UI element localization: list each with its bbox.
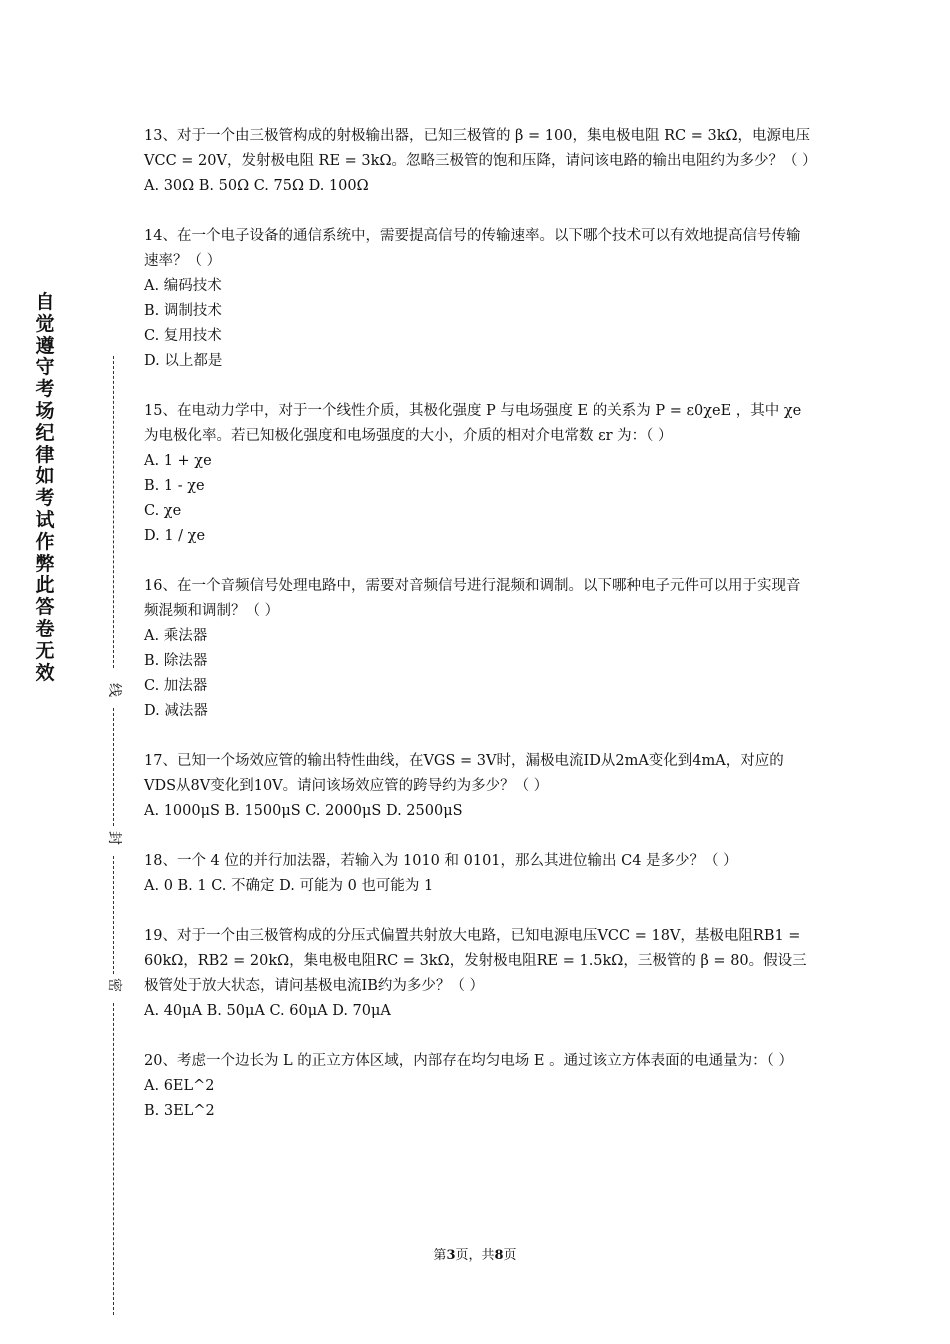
exam-discipline-notice: 自觉遵守考场纪律如考试作弊此答卷无效 — [35, 291, 55, 684]
footer-prefix: 第 — [433, 1248, 447, 1263]
question-20 — [144, 1049, 810, 1124]
seal-mark-secret: 密 — [106, 978, 122, 992]
question-options: A. 30Ω B. 50Ω C. 75Ω D. 100Ω — [144, 178, 369, 194]
option-a: A. 1 + χe — [144, 453, 212, 469]
question-stem: 13、对于一个由三极管构成的射极输出器，已知三极管的 β = 100，集电极电阻 RC = 3kΩ，电源电压 VCC = 20V，发射极电阻 RE = 3kΩ。忽略三极管的饱和压降，请问该电路的输出电阻约为多少？（ ） — [144, 128, 817, 169]
question-options: A. 0 B. 1 C. 不确定 D. 可能为 0 也可能为 1 — [144, 878, 434, 894]
option-c: C. χe — [144, 503, 182, 519]
option-b: B. 除法器 — [144, 653, 208, 669]
option-d: D. 减法器 — [144, 703, 208, 719]
option-b: B. 1 - χe — [144, 478, 205, 494]
question-13 — [144, 124, 817, 199]
question-17 — [144, 749, 810, 824]
question-options: A. 1000μS B. 1500μS C. 2000μS D. 2500μS — [144, 803, 463, 819]
total-pages: 8 — [494, 1248, 504, 1263]
option-d: D. 1 / χe — [144, 528, 206, 544]
option-d: D. 以上都是 — [144, 353, 223, 369]
question-list — [144, 124, 817, 1149]
question-stem: 18、一个 4 位的并行加法器，若输入为 1010 和 0101，那么其进位输出 C4 是多少？（ ） — [144, 853, 738, 869]
question-stem: 16、在一个音频信号处理电路中，需要对音频信号进行混频和调制。以下哪种电子元件可以用于实现音频混频和调制？（ ） — [144, 578, 801, 619]
question-15 — [144, 399, 810, 549]
question-16 — [144, 574, 810, 724]
option-a: A. 编码技术 — [144, 278, 222, 294]
option-b: B. 3EL^2 — [144, 1103, 215, 1119]
page-footer — [0, 1244, 950, 1263]
footer-suffix: 页 — [503, 1248, 517, 1263]
question-stem: 14、在一个电子设备的通信系统中，需要提高信号的传输速率。以下哪个技术可以有效地提高信号传输速率？（ ） — [144, 228, 801, 269]
page-number: 3 — [446, 1248, 456, 1263]
binding-line-top — [113, 356, 114, 668]
option-b: B. 调制技术 — [144, 303, 222, 319]
question-stem: 17、已知一个场效应管的输出特性曲线，在VGS = 3V时，漏极电流ID从2mA变化到4mA，对应的VDS从8V变化到10V。请问该场效应管的跨导约为多少？（ ） — [144, 753, 784, 794]
binding-line-middle — [113, 708, 114, 826]
question-stem: 15、在电动力学中，对于一个线性介质，其极化强度 P 与电场强度 E 的关系为 P = ε0χeE ，其中 χe 为电极化率。若已知极化强度和电场强度的大小，介质的相对介电常数 εr 为：（ ） — [144, 403, 802, 444]
option-a: A. 乘法器 — [144, 628, 208, 644]
question-14 — [144, 224, 810, 374]
question-18 — [144, 849, 810, 899]
question-options: A. 40μA B. 50μA C. 60μA D. 70μA — [144, 1003, 391, 1019]
option-c: C. 复用技术 — [144, 328, 222, 344]
footer-middle: 页，共 — [455, 1248, 495, 1263]
question-19 — [144, 924, 810, 1024]
seal-mark-line: 线 — [106, 683, 122, 697]
question-stem: 20、考虑一个边长为 L 的正立方体区域，内部存在均匀电场 E 。通过该立方体表面的电通量为：（ ） — [144, 1053, 793, 1069]
option-a: A. 6EL^2 — [144, 1078, 215, 1094]
binding-line-bottom — [113, 1003, 114, 1315]
binding-line-lower — [113, 856, 114, 974]
question-stem: 19、对于一个由三极管构成的分压式偏置共射放大电路，已知电源电压VCC = 18V，基极电阻RB1 = 60kΩ，RB2 = 20kΩ，集电极电阻RC = 3kΩ，发射极电阻RE = 1.5kΩ，三极管的 β = 80。假设三极管处于放大状态，请问基极电流IB约为多少？（ ） — [144, 928, 807, 994]
seal-mark-seal: 封 — [106, 831, 122, 845]
option-c: C. 加法器 — [144, 678, 208, 694]
